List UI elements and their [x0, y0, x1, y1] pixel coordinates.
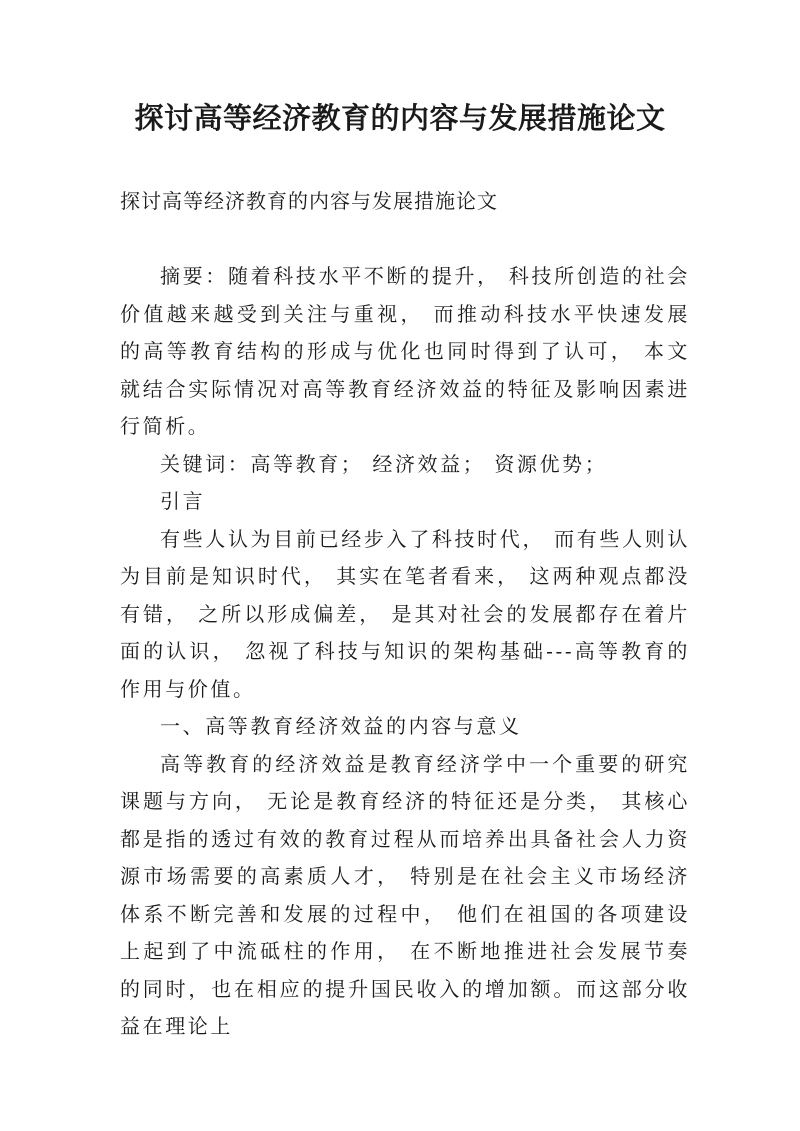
section-one-heading: 一、高等教育经济效益的内容与意义 [160, 714, 522, 738]
abstract-paragraph: 摘要：随着科技水平不断的提升， 科技所创造的社会价值越来越受到关注与重视， 而推动科技水平快速发展的高等教育结构的形成与优化也同时得到了认可， 本文就结合实际情况对高等教育经济效益的特征及影响因素进行简析。 [120, 264, 690, 438]
introduction-heading: 引言 [160, 489, 206, 513]
document-title: 探讨高等经济教育的内容与发展措施论文 [134, 101, 666, 135]
section-one-paragraph: 高等教育的经济效益是教育经济学中一个重要的研究课题与方向， 无论是教育经济的特征还是分类， 其核心都是指的透过有效的教育过程从而培养出具备社会人力资源市场需要的高素质人才， 特别是在社会主义市场经济体系不断完善和发展的过程中， 他们在祖国的各项建设上起到了中流砥柱的作用， 在不断地推进社会发展节奏的同时，也在相应的提升国民收入的增加额。而这部分收益在理论上 [120, 751, 690, 1038]
introduction-paragraph: 有些人认为目前已经步入了科技时代， 而有些人则认为目前是知识时代， 其实在笔者看来， 这两种观点都没有错， 之所以形成偏差， 是其对社会的发展都存在着片面的认识， 忽视了科技与知识的架构基础---高等教育的作用与价值。 [120, 526, 690, 701]
document-body [120, 258, 690, 1046]
keywords-paragraph: 关键词：高等教育； 经济效益； 资源优势； [160, 451, 608, 476]
document-subtitle: 探讨高等经济教育的内容与发展措施论文 [120, 189, 498, 213]
